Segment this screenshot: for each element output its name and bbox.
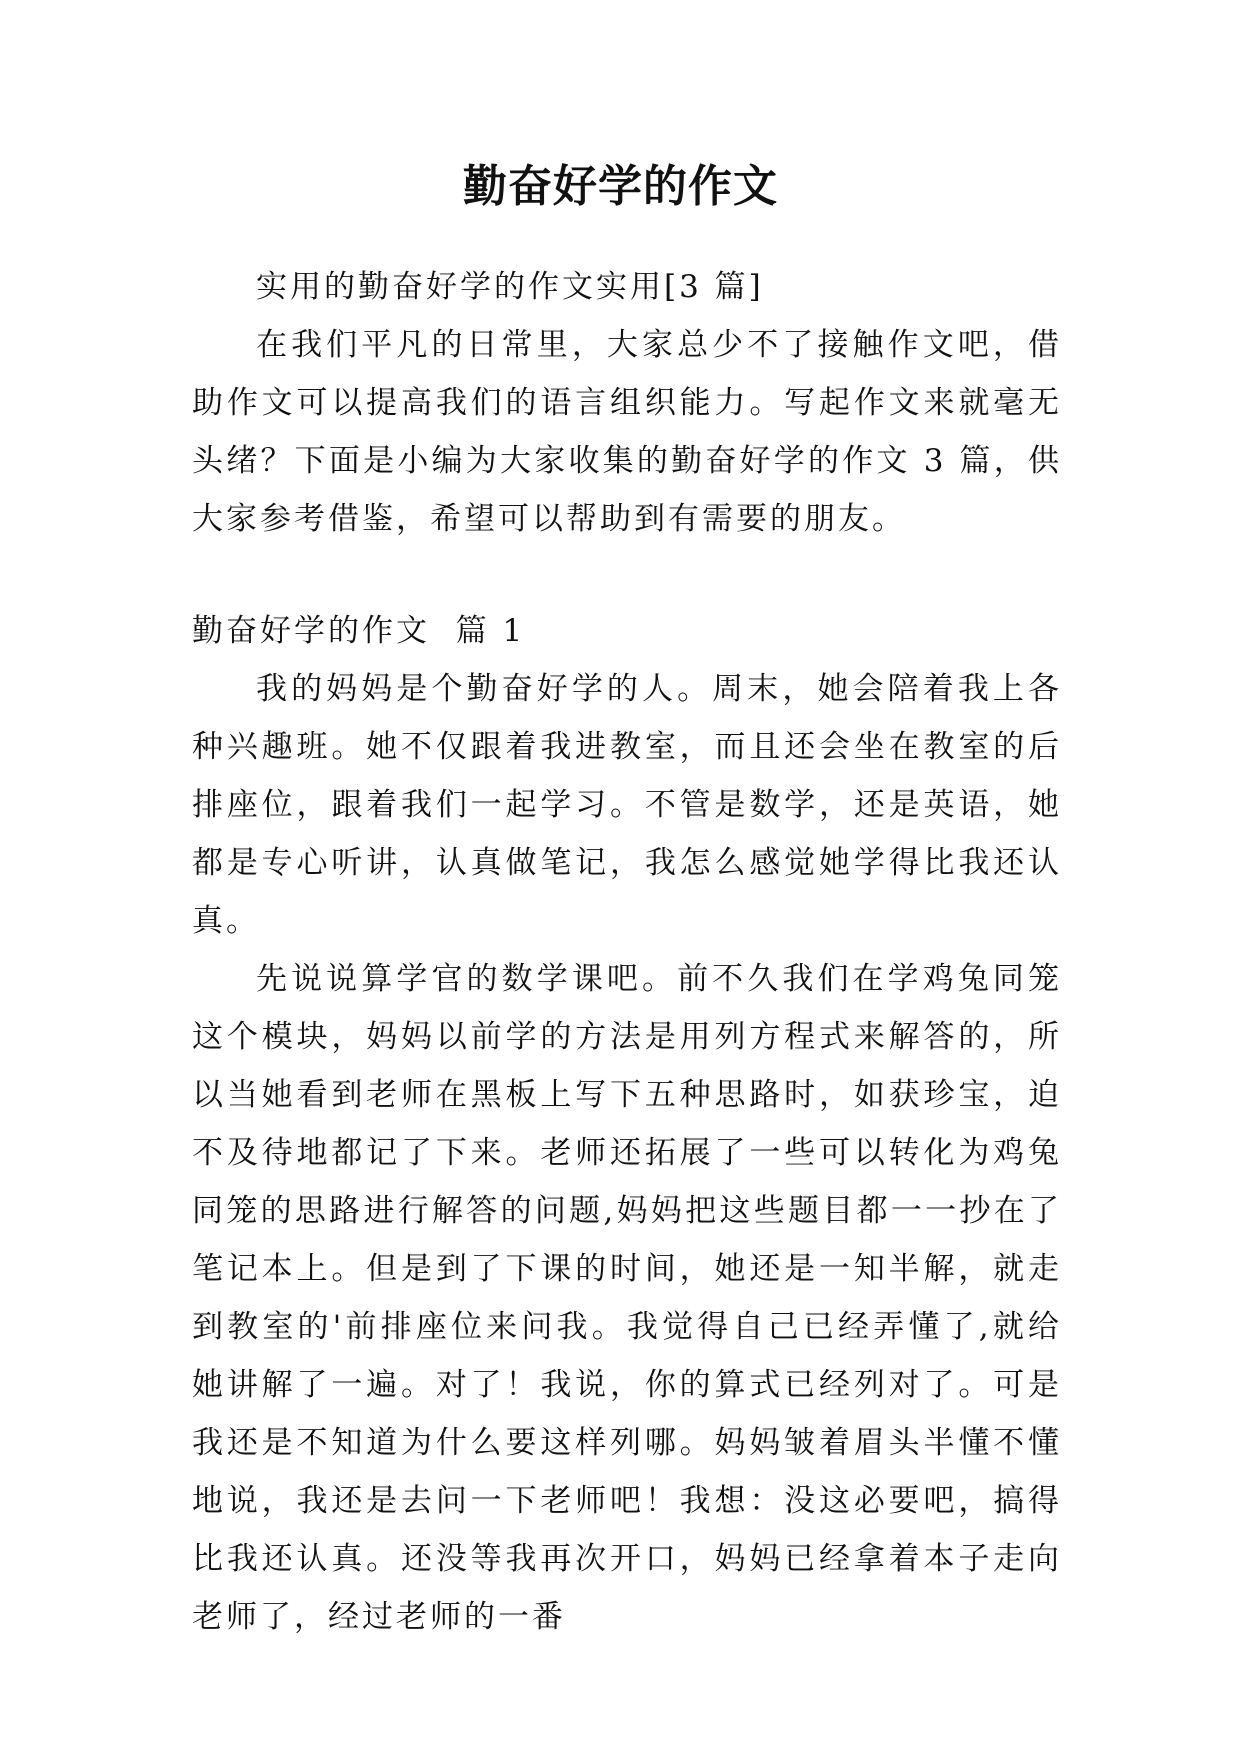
document-title: 勤奋好学的作文 bbox=[463, 161, 778, 212]
document-body bbox=[192, 258, 1062, 1646]
body-paragraph: 我的妈妈是个勤奋好学的人。周末，她会陪着我上各种兴趣班。她不仅跟着我进教室，而且还会坐在教室的后排座位，跟着我们一起学习。不管是数学，还是英语，她都是专心听讲，认真做笔记，我怎么感觉她学得比我还认真。 bbox=[192, 671, 1062, 939]
section-heading: 勤奋好学的作文 篇 1 bbox=[192, 613, 526, 649]
document-subtitle: 实用的勤奋好学的作文实用[3 篇] bbox=[256, 269, 764, 305]
body-paragraph: 先说说算学官的数学课吧。前不久我们在学鸡兔同笼这个模块，妈妈以前学的方法是用列方程式来解答的，所以当她看到老师在黑板上写下五种思路时，如获珍宝，迫不及待地都记了下来。老师还拓展了一些可以转化为鸡兔同笼的思路进行解答的问题,妈妈把这些题目都一一抄在了笔记本上。但是到了下课的时间，她还是一知半解，就走到教室的'前排座位来问我。我觉得自己已经弄懂了,就给她讲解了一遍。对了！我说，你的算式已经列对了。可是我还是不知道为什么要这样列哪。妈妈皱着眉头半懂不懂地说，我还是去问一下老师吧！我想：没这必要吧，搞得比我还认真。还没等我再次开口，妈妈已经拿着本子走向老师了，经过老师的一番 bbox=[192, 961, 1062, 1635]
intro-paragraph: 在我们平凡的日常里，大家总少不了接触作文吧，借助作文可以提高我们的语言组织能力。写起作文来就毫无头绪？下面是小编为大家收集的勤奋好学的作文 3 篇，供大家参考借鉴，希望可以帮助到有需要的朋友。 bbox=[192, 327, 1062, 537]
